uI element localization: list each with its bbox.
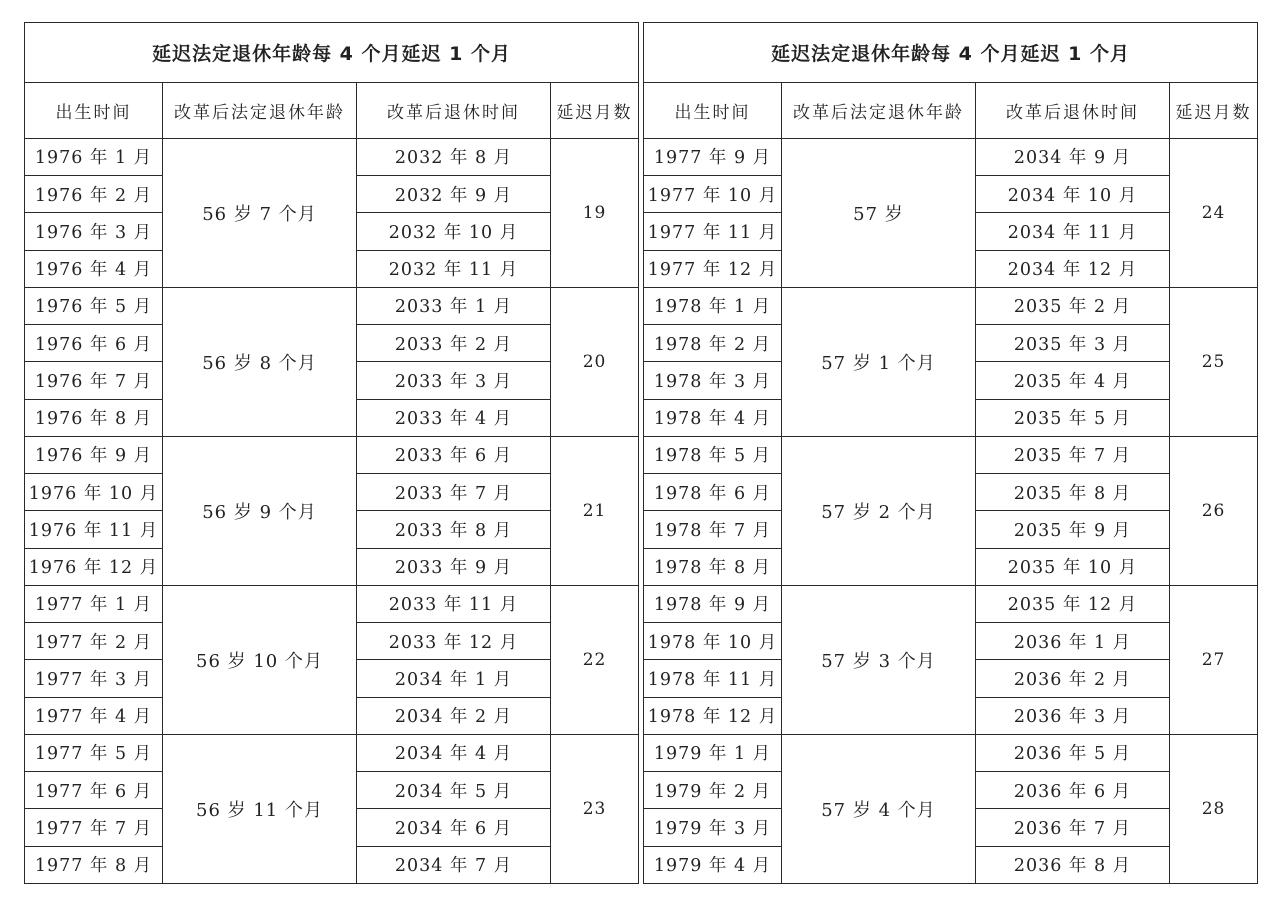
birth-time-cell: 1978 年 8 月 — [644, 548, 782, 585]
retirement-age-cell: 57 岁 2 个月 — [782, 436, 976, 585]
birth-time-cell: 1979 年 4 月 — [644, 846, 782, 883]
retirement-time-cell: 2034 年 1 月 — [357, 660, 551, 697]
delay-months-cell: 23 — [551, 734, 639, 883]
delay-months-header: 延迟月数 — [1170, 83, 1258, 138]
retirement-table-left — [24, 22, 639, 884]
delay-months-cell: 28 — [1170, 734, 1258, 883]
retirement-time-cell: 2033 年 9 月 — [357, 548, 551, 585]
table-row — [644, 436, 1258, 473]
table-row — [644, 585, 1258, 622]
birth-time-cell: 1976 年 7 月 — [25, 362, 163, 399]
birth-time-cell: 1978 年 4 月 — [644, 399, 782, 436]
retirement-age-header: 改革后法定退休年龄 — [782, 83, 976, 138]
birth-time-cell: 1978 年 11 月 — [644, 660, 782, 697]
birth-time-cell: 1976 年 5 月 — [25, 287, 163, 324]
retirement-time-cell: 2032 年 9 月 — [357, 176, 551, 213]
table-row — [25, 287, 639, 324]
birth-time-cell: 1977 年 6 月 — [25, 772, 163, 809]
birth-time-cell: 1977 年 4 月 — [25, 697, 163, 734]
birth-time-cell: 1977 年 10 月 — [644, 176, 782, 213]
retirement-time-cell: 2033 年 11 月 — [357, 585, 551, 622]
birth-time-cell: 1979 年 3 月 — [644, 809, 782, 846]
retirement-age-cell: 57 岁 1 个月 — [782, 287, 976, 436]
table-row — [644, 734, 1258, 771]
table-row — [25, 138, 639, 175]
birth-time-cell: 1978 年 6 月 — [644, 474, 782, 511]
retirement-time-cell: 2033 年 3 月 — [357, 362, 551, 399]
birth-time-cell: 1978 年 7 月 — [644, 511, 782, 548]
birth-time-cell: 1976 年 9 月 — [25, 436, 163, 473]
retirement-time-cell: 2033 年 4 月 — [357, 399, 551, 436]
delay-months-cell: 26 — [1170, 436, 1258, 585]
retirement-time-cell: 2032 年 8 月 — [357, 138, 551, 175]
retirement-time-cell: 2034 年 2 月 — [357, 697, 551, 734]
birth-time-cell: 1979 年 2 月 — [644, 772, 782, 809]
table-row — [25, 585, 639, 622]
birth-time-cell: 1977 年 2 月 — [25, 623, 163, 660]
retirement-age-cell: 57 岁 3 个月 — [782, 585, 976, 734]
retirement-time-cell: 2036 年 7 月 — [976, 809, 1170, 846]
retirement-age-cell: 56 岁 7 个月 — [163, 138, 357, 287]
retirement-time-cell: 2034 年 10 月 — [976, 176, 1170, 213]
title-row — [644, 23, 1258, 83]
retirement-time-cell: 2035 年 12 月 — [976, 585, 1170, 622]
retirement-time-cell: 2035 年 8 月 — [976, 474, 1170, 511]
retirement-time-cell: 2034 年 5 月 — [357, 772, 551, 809]
birth-time-cell: 1977 年 9 月 — [644, 138, 782, 175]
birth-time-cell: 1976 年 11 月 — [25, 511, 163, 548]
birth-time-cell: 1978 年 9 月 — [644, 585, 782, 622]
retirement-time-cell: 2036 年 5 月 — [976, 734, 1170, 771]
retirement-time-cell: 2033 年 7 月 — [357, 474, 551, 511]
birth-time-cell: 1976 年 10 月 — [25, 474, 163, 511]
retirement-time-cell: 2035 年 10 月 — [976, 548, 1170, 585]
table-title: 延迟法定退休年龄每 4 个月延迟 1 个月 — [25, 23, 639, 83]
retirement-time-cell: 2033 年 12 月 — [357, 623, 551, 660]
birth-time-cell: 1978 年 5 月 — [644, 436, 782, 473]
birth-time-cell: 1976 年 4 月 — [25, 250, 163, 287]
birth-time-cell: 1977 年 1 月 — [25, 585, 163, 622]
birth-time-cell: 1978 年 1 月 — [644, 287, 782, 324]
retirement-time-cell: 2034 年 9 月 — [976, 138, 1170, 175]
birth-time-cell: 1977 年 8 月 — [25, 846, 163, 883]
birth-time-header: 出生时间 — [644, 83, 782, 138]
retirement-time-cell: 2033 年 6 月 — [357, 436, 551, 473]
retirement-age-cell: 56 岁 8 个月 — [163, 287, 357, 436]
retirement-time-cell: 2036 年 8 月 — [976, 846, 1170, 883]
retirement-time-cell: 2036 年 6 月 — [976, 772, 1170, 809]
retirement-time-cell: 2032 年 11 月 — [357, 250, 551, 287]
table-row — [25, 436, 639, 473]
birth-time-cell: 1977 年 5 月 — [25, 734, 163, 771]
retirement-time-cell: 2036 年 3 月 — [976, 697, 1170, 734]
retirement-time-cell: 2035 年 4 月 — [976, 362, 1170, 399]
retirement-age-cell: 56 岁 10 个月 — [163, 585, 357, 734]
birth-time-cell: 1976 年 2 月 — [25, 176, 163, 213]
retirement-time-cell: 2034 年 11 月 — [976, 213, 1170, 250]
table-row — [644, 138, 1258, 175]
birth-time-header: 出生时间 — [25, 83, 163, 138]
retirement-time-cell: 2036 年 2 月 — [976, 660, 1170, 697]
birth-time-cell: 1976 年 8 月 — [25, 399, 163, 436]
retirement-time-cell: 2035 年 9 月 — [976, 511, 1170, 548]
retirement-time-cell: 2033 年 1 月 — [357, 287, 551, 324]
retirement-time-header: 改革后退休时间 — [976, 83, 1170, 138]
retirement-time-cell: 2033 年 8 月 — [357, 511, 551, 548]
title-row — [25, 23, 639, 83]
birth-time-cell: 1976 年 12 月 — [25, 548, 163, 585]
birth-time-cell: 1976 年 1 月 — [25, 138, 163, 175]
delay-months-cell: 27 — [1170, 585, 1258, 734]
delay-months-cell: 24 — [1170, 138, 1258, 287]
retirement-age-header: 改革后法定退休年龄 — [163, 83, 357, 138]
retirement-age-cell: 57 岁 — [782, 138, 976, 287]
retirement-time-cell: 2035 年 5 月 — [976, 399, 1170, 436]
retirement-time-cell: 2035 年 3 月 — [976, 325, 1170, 362]
birth-time-cell: 1978 年 12 月 — [644, 697, 782, 734]
birth-time-cell: 1977 年 7 月 — [25, 809, 163, 846]
delay-months-cell: 25 — [1170, 287, 1258, 436]
birth-time-cell: 1976 年 3 月 — [25, 213, 163, 250]
retirement-time-cell: 2034 年 6 月 — [357, 809, 551, 846]
retirement-table-right — [643, 22, 1258, 884]
delay-months-cell: 22 — [551, 585, 639, 734]
retirement-time-header: 改革后退休时间 — [357, 83, 551, 138]
retirement-time-cell: 2035 年 7 月 — [976, 436, 1170, 473]
table-title: 延迟法定退休年龄每 4 个月延迟 1 个月 — [644, 23, 1258, 83]
retirement-time-cell: 2035 年 2 月 — [976, 287, 1170, 324]
delay-months-header: 延迟月数 — [551, 83, 639, 138]
birth-time-cell: 1976 年 6 月 — [25, 325, 163, 362]
retirement-age-cell: 56 岁 11 个月 — [163, 734, 357, 883]
delay-months-cell: 20 — [551, 287, 639, 436]
header-row — [644, 83, 1258, 138]
retirement-age-cell: 57 岁 4 个月 — [782, 734, 976, 883]
table-row — [25, 734, 639, 771]
retirement-age-cell: 56 岁 9 个月 — [163, 436, 357, 585]
delay-months-cell: 21 — [551, 436, 639, 585]
birth-time-cell: 1977 年 12 月 — [644, 250, 782, 287]
table-row — [644, 287, 1258, 324]
retirement-time-cell: 2034 年 4 月 — [357, 734, 551, 771]
retirement-time-cell: 2032 年 10 月 — [357, 213, 551, 250]
birth-time-cell: 1979 年 1 月 — [644, 734, 782, 771]
header-row — [25, 83, 639, 138]
birth-time-cell: 1977 年 3 月 — [25, 660, 163, 697]
birth-time-cell: 1978 年 3 月 — [644, 362, 782, 399]
birth-time-cell: 1978 年 2 月 — [644, 325, 782, 362]
delay-months-cell: 19 — [551, 138, 639, 287]
retirement-time-cell: 2034 年 7 月 — [357, 846, 551, 883]
retirement-time-cell: 2036 年 1 月 — [976, 623, 1170, 660]
birth-time-cell: 1978 年 10 月 — [644, 623, 782, 660]
retirement-time-cell: 2034 年 12 月 — [976, 250, 1170, 287]
birth-time-cell: 1977 年 11 月 — [644, 213, 782, 250]
retirement-time-cell: 2033 年 2 月 — [357, 325, 551, 362]
